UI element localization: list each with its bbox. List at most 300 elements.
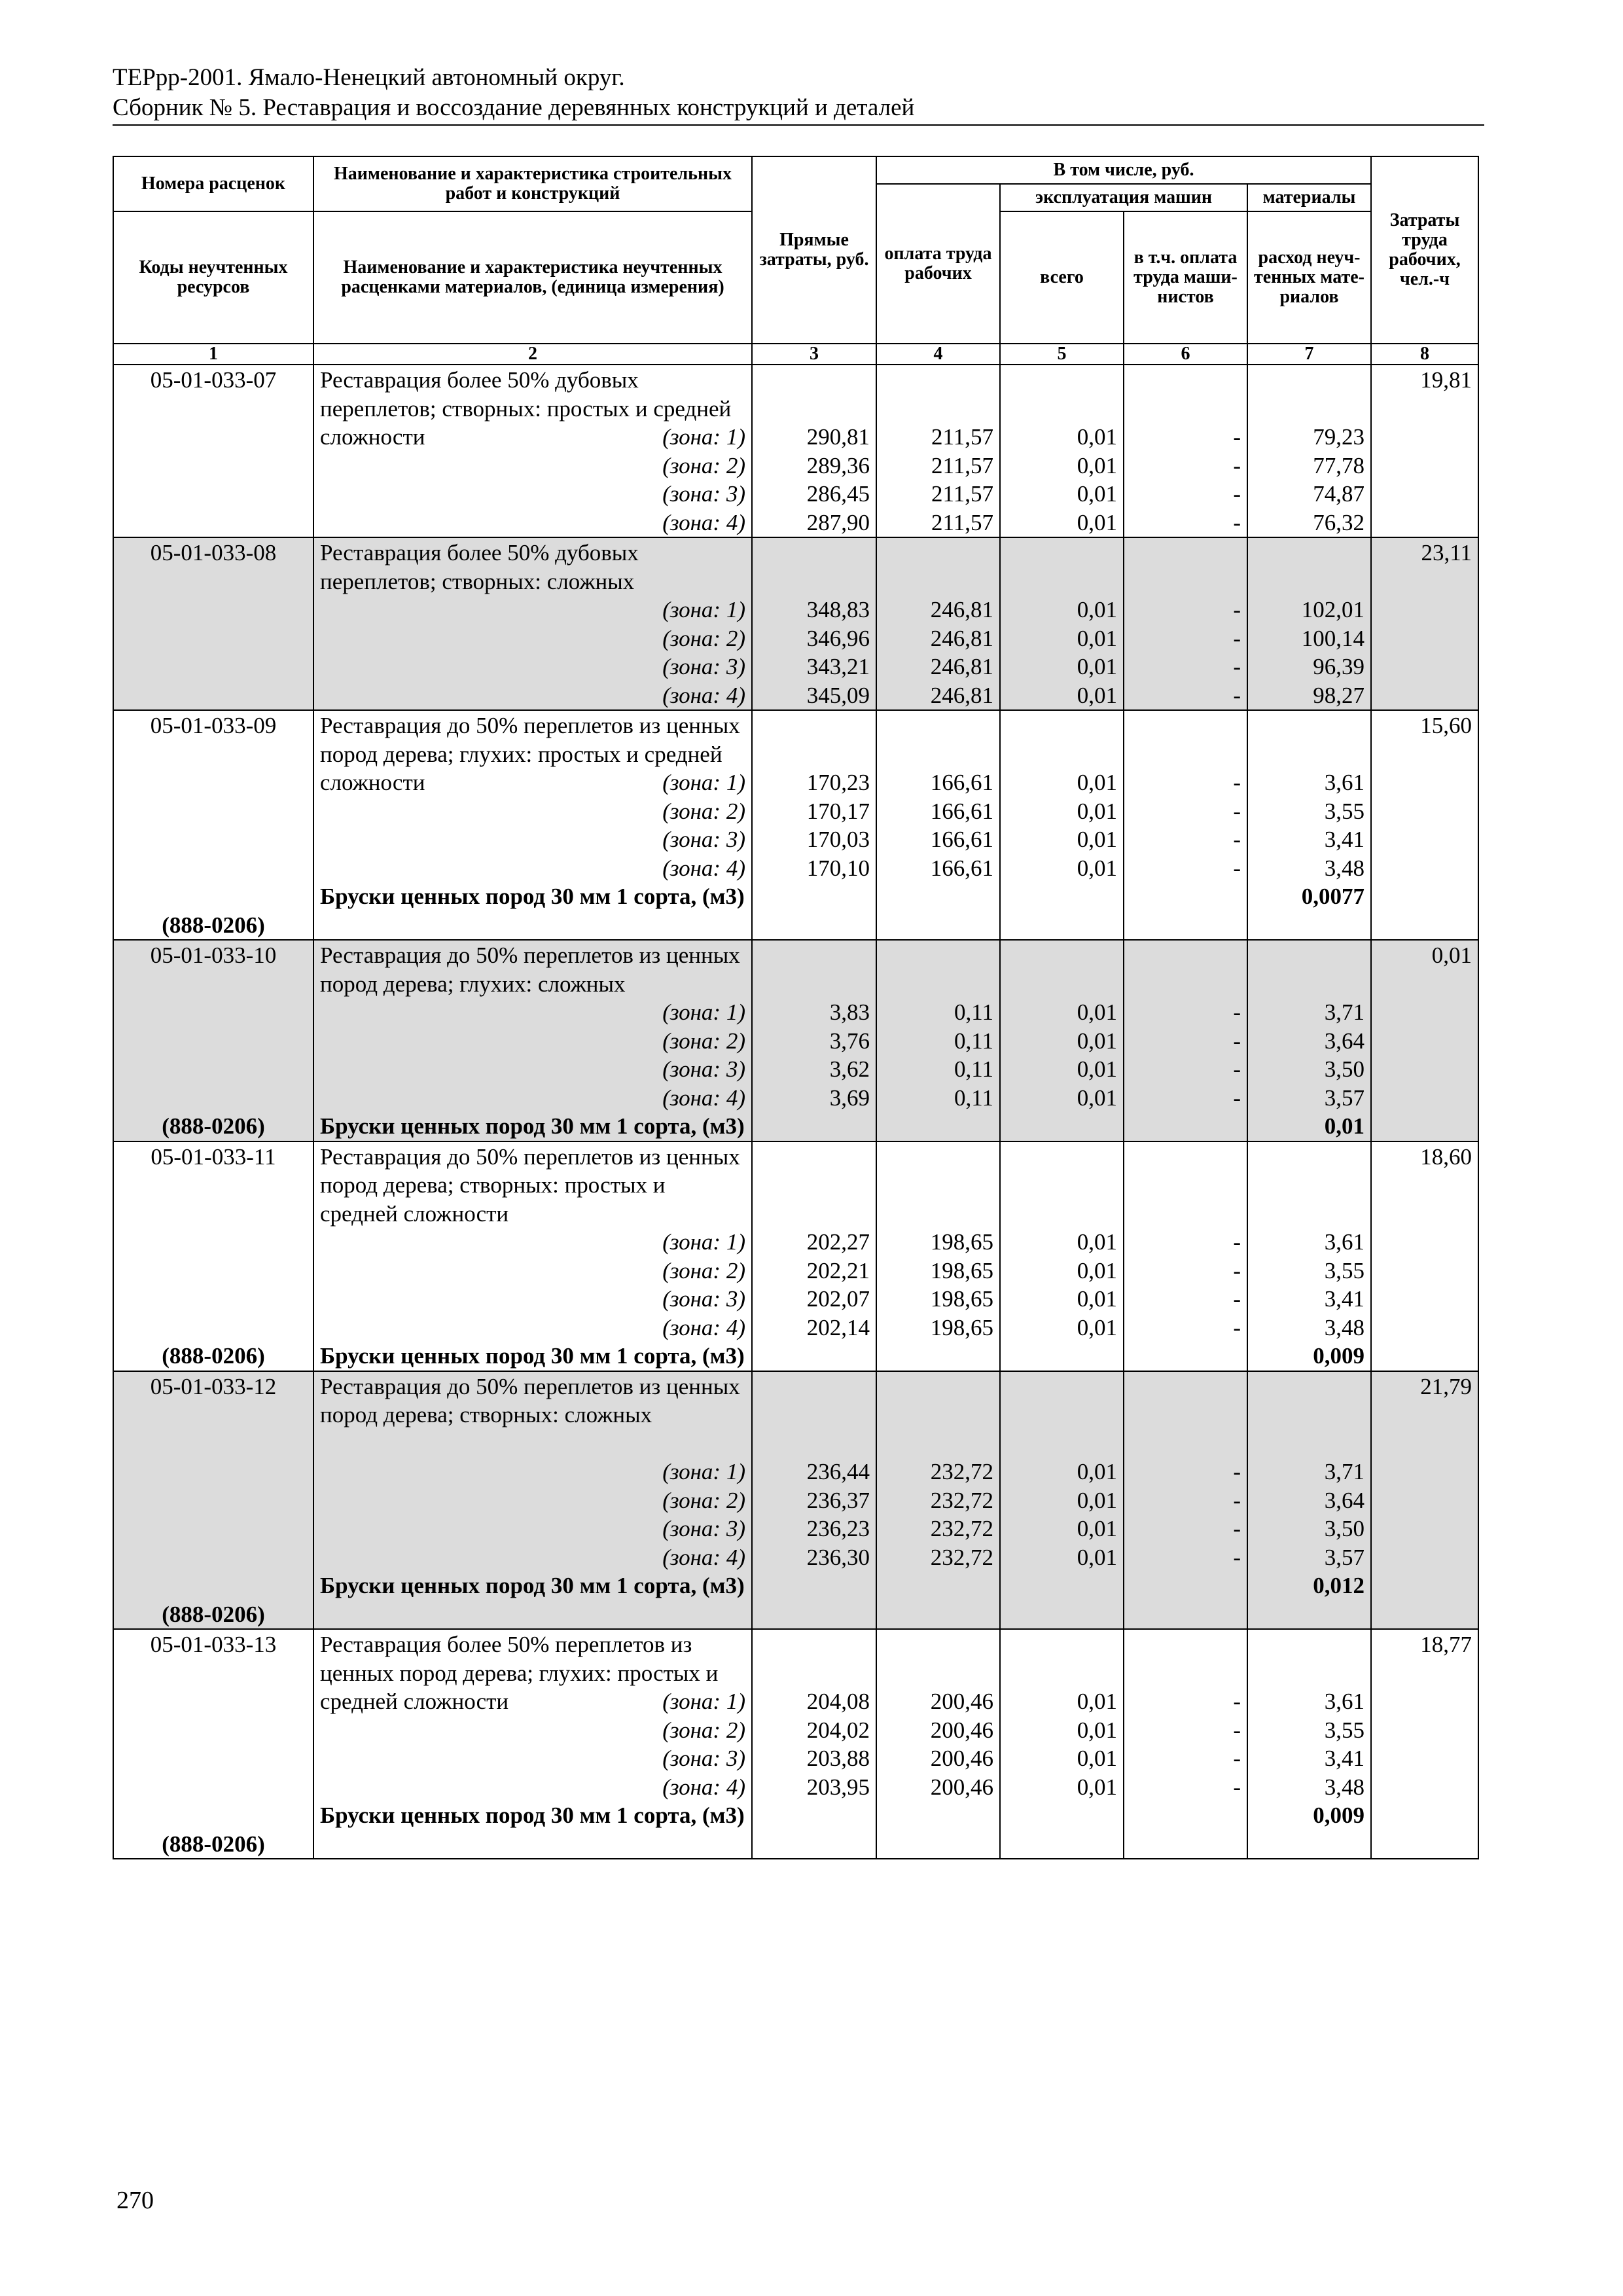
rate-description: Реставрация до 50% переплетов из ценных пород дерева; глухих: сложных: [320, 942, 740, 997]
zone-label: (зона: 1): [662, 597, 745, 622]
header-machines-total: всего: [1000, 211, 1124, 344]
machines-total: 0,01: [1077, 1689, 1117, 1714]
direct-cost: 3,69: [829, 1085, 870, 1111]
labor-cost-cell: [1371, 537, 1478, 710]
labor-cost-cell: [1371, 365, 1478, 537]
materials-cost: 3,55: [1324, 798, 1364, 824]
materials-cost: 3,61: [1324, 1229, 1364, 1255]
rate-entry: [113, 710, 1478, 940]
description-cell: [313, 1629, 752, 1859]
materials-cost: 3,57: [1324, 1085, 1364, 1111]
materials-cost: 79,23: [1313, 424, 1364, 450]
materials-cost: 3,48: [1324, 1774, 1364, 1800]
zone-label: (зона: 3): [662, 1056, 745, 1082]
worker-pay: 232,72: [930, 1516, 993, 1541]
materials-cost: 3,41: [1324, 827, 1364, 852]
direct-cost: 202,07: [806, 1286, 870, 1312]
materials-cell: [1247, 1141, 1371, 1371]
labor-cost-cell: [1371, 1371, 1478, 1630]
worker-pay-cell: [876, 1629, 1000, 1859]
table-row: [113, 537, 1478, 710]
machinist-pay: -: [1233, 1717, 1241, 1743]
zone-label: (зона: 4): [662, 855, 745, 881]
price-table: [113, 156, 1479, 1859]
resource-code: (888-0206): [162, 912, 265, 938]
table-row: [113, 940, 1478, 1141]
rate-entry: [113, 1141, 1478, 1371]
machinist-pay: -: [1233, 1516, 1241, 1541]
machines-total: 0,01: [1077, 827, 1117, 852]
zone-label: (зона: 2): [662, 1717, 745, 1743]
machines-total: 0,01: [1077, 798, 1117, 824]
direct-cost: 236,37: [806, 1487, 870, 1513]
direct-cost: 345,09: [806, 682, 870, 708]
description-cell: [313, 1371, 752, 1630]
zone-label: (зона: 4): [662, 1774, 745, 1800]
labor-cost-cell: [1371, 1629, 1478, 1859]
header-resource-codes: Коды неучтенных ресурсов: [113, 211, 313, 344]
materials-cost: 102,01: [1301, 597, 1364, 622]
zone-label: (зона: 3): [662, 1746, 745, 1771]
machines-total: 0,01: [1077, 1487, 1117, 1513]
materials-cost: 3,41: [1324, 1746, 1364, 1771]
worker-pay-cell: [876, 1371, 1000, 1630]
materials-cost: 74,87: [1313, 481, 1364, 507]
rate-description: Реставрация до 50% переплетов из ценных пород дерева; створных: сложных: [320, 1373, 740, 1427]
header-including: В том числе, руб.: [876, 156, 1371, 184]
worker-pay: 232,72: [930, 1459, 993, 1484]
zone-label: (зона: 2): [662, 625, 745, 651]
machines-total: 0,01: [1077, 509, 1117, 535]
zone-label: (зона: 1): [662, 424, 745, 450]
machines-total: 0,01: [1077, 424, 1117, 450]
rate-code: 05-01-033-07: [150, 367, 277, 393]
zone-label: (зона: 2): [662, 1028, 745, 1054]
worker-pay: 166,61: [930, 798, 993, 824]
direct-cost: 236,44: [806, 1459, 870, 1484]
direct-cost-cell: [752, 1629, 876, 1859]
resource-amount: 0,012: [1313, 1573, 1364, 1598]
zone-label: (зона: 1): [662, 1229, 745, 1255]
materials-cell: [1247, 940, 1371, 1141]
description-cell: [313, 537, 752, 710]
materials-cost: 3,61: [1324, 1689, 1364, 1714]
direct-cost: 346,96: [806, 625, 870, 651]
description-cell: [313, 940, 752, 1141]
direct-cost: 204,08: [806, 1689, 870, 1714]
direct-cost-cell: [752, 1371, 876, 1630]
zone-label: (зона: 4): [662, 682, 745, 708]
materials-cost: 3,71: [1324, 1459, 1364, 1484]
zone-label: (зона: 1): [662, 770, 745, 795]
materials-cell: [1247, 537, 1371, 710]
machinist-pay: -: [1233, 424, 1241, 450]
machines-total: 0,01: [1077, 1257, 1117, 1283]
materials-cost: 3,61: [1324, 770, 1364, 795]
machines-total: 0,01: [1077, 452, 1117, 478]
direct-cost: 287,90: [806, 509, 870, 535]
machines-total: 0,01: [1077, 1717, 1117, 1743]
machinist-pay: -: [1233, 770, 1241, 795]
page-number: 270: [116, 2187, 154, 2214]
direct-cost: 170,23: [806, 770, 870, 795]
direct-cost: 236,30: [806, 1544, 870, 1570]
description-cell: [313, 365, 752, 537]
machinist-pay: -: [1233, 1229, 1241, 1255]
resource-code: (888-0206): [162, 1343, 265, 1369]
header-divider: [113, 124, 1484, 126]
rate-entry: [113, 537, 1478, 710]
materials-cell: [1247, 1371, 1371, 1630]
worker-pay: 246,81: [930, 654, 993, 679]
labor-cost: 0,01: [1431, 942, 1472, 968]
machinist-pay: -: [1233, 1257, 1241, 1283]
table-row: [113, 1629, 1478, 1859]
machines-total-cell: [1000, 1371, 1124, 1630]
direct-cost: 3,76: [829, 1028, 870, 1054]
table-header: [113, 156, 1478, 365]
zone-label: (зона: 3): [662, 654, 745, 679]
machinist-pay: -: [1233, 1746, 1241, 1771]
column-number: 6: [1124, 344, 1247, 365]
worker-pay: 166,61: [930, 827, 993, 852]
header-machinist-pay: в т.ч. оплата труда маши-нистов: [1124, 211, 1247, 344]
rate-entry: [113, 940, 1478, 1141]
resource-amount: 0,009: [1313, 1803, 1364, 1828]
machinist-pay: -: [1233, 625, 1241, 651]
header-worker-pay: оплата труда рабочих: [876, 184, 1000, 344]
machines-total: 0,01: [1077, 1056, 1117, 1082]
rate-code-cell: [113, 940, 313, 1141]
worker-pay: 0,11: [954, 999, 993, 1025]
rate-description: Реставрация более 50% дубовых переплетов; створных: сложных: [320, 540, 639, 594]
machines-total: 0,01: [1077, 597, 1117, 622]
machines-total: 0,01: [1077, 1286, 1117, 1312]
materials-cost: 3,50: [1324, 1516, 1364, 1541]
machinist-pay-cell: [1124, 1629, 1247, 1859]
machines-total: 0,01: [1077, 682, 1117, 708]
machinist-pay: -: [1233, 1487, 1241, 1513]
machinist-pay: -: [1233, 827, 1241, 852]
machines-total: 0,01: [1077, 1229, 1117, 1255]
rate-code: 05-01-033-13: [150, 1632, 277, 1657]
worker-pay: 246,81: [930, 625, 993, 651]
direct-cost-cell: [752, 1141, 876, 1371]
machinist-pay: -: [1233, 855, 1241, 881]
zone-label: (зона: 4): [662, 1314, 745, 1340]
machines-total: 0,01: [1077, 1314, 1117, 1340]
column-number: 8: [1371, 344, 1478, 365]
resource-code: (888-0206): [162, 1113, 265, 1139]
materials-cost: 96,39: [1313, 654, 1364, 679]
direct-cost: 203,95: [806, 1774, 870, 1800]
table-row: [113, 710, 1478, 940]
column-number: 3: [752, 344, 876, 365]
column-number: 2: [313, 344, 752, 365]
direct-cost: 290,81: [806, 424, 870, 450]
machines-total: 0,01: [1077, 1774, 1117, 1800]
header-unaccounted-materials: расход неуч-тенных мате-риалов: [1247, 211, 1371, 344]
labor-cost-cell: [1371, 940, 1478, 1141]
labor-cost: 21,79: [1420, 1373, 1472, 1399]
collection-title: ТЕРрр-2001. Ямало-Ненецкий автономный округ.: [113, 64, 625, 91]
materials-cost: 76,32: [1313, 509, 1364, 535]
worker-pay: 198,65: [930, 1257, 993, 1283]
zone-label: (зона: 4): [662, 1544, 745, 1570]
materials-cost: 3,71: [1324, 999, 1364, 1025]
materials-cell: [1247, 365, 1371, 537]
machines-total-cell: [1000, 1141, 1124, 1371]
machinist-pay: -: [1233, 1286, 1241, 1312]
zone-label: (зона: 2): [662, 452, 745, 478]
materials-cost: 77,78: [1313, 452, 1364, 478]
materials-cost: 3,50: [1324, 1056, 1364, 1082]
zone-label: (зона: 2): [662, 1257, 745, 1283]
rate-code: 05-01-033-08: [150, 540, 277, 565]
zone-label: (зона: 3): [662, 1516, 745, 1541]
collection-subtitle: Сборник № 5. Реставрация и воссоздание деревянных конструкций и деталей: [113, 94, 915, 121]
direct-cost-cell: [752, 710, 876, 940]
direct-cost: 3,62: [829, 1056, 870, 1082]
materials-cost: 100,14: [1301, 625, 1364, 651]
worker-pay-cell: [876, 940, 1000, 1141]
zone-label: (зона: 4): [662, 509, 745, 535]
machinist-pay-cell: [1124, 1141, 1247, 1371]
rate-code-cell: [113, 365, 313, 537]
machines-total: 0,01: [1077, 625, 1117, 651]
resource-name: Бруски ценных пород 30 мм 1 сорта, (м3): [320, 1113, 745, 1139]
zone-label: (зона: 3): [662, 1286, 745, 1312]
machinist-pay: -: [1233, 1689, 1241, 1714]
labor-cost: 19,81: [1420, 367, 1472, 393]
worker-pay-cell: [876, 537, 1000, 710]
machines-total-cell: [1000, 1629, 1124, 1859]
machines-total-cell: [1000, 537, 1124, 710]
rate-description: Реставрация до 50% переплетов из ценных пород дерева; глухих: простых и средней сложности: [320, 713, 740, 795]
resource-name: Бруски ценных пород 30 мм 1 сорта, (м3): [320, 1573, 745, 1598]
labor-cost-cell: [1371, 1141, 1478, 1371]
resource-code: (888-0206): [162, 1601, 265, 1627]
worker-pay-cell: [876, 710, 1000, 940]
worker-pay-cell: [876, 365, 1000, 537]
machinist-pay: -: [1233, 1314, 1241, 1340]
direct-cost: 236,23: [806, 1516, 870, 1541]
rate-entry: [113, 365, 1478, 537]
worker-pay: 246,81: [930, 682, 993, 708]
machines-total: 0,01: [1077, 1544, 1117, 1570]
column-number: 4: [876, 344, 1000, 365]
direct-cost: 203,88: [806, 1746, 870, 1771]
worker-pay: 0,11: [954, 1028, 993, 1054]
materials-cost: 3,41: [1324, 1286, 1364, 1312]
machinist-pay-cell: [1124, 710, 1247, 940]
header-materials: материалы: [1247, 184, 1371, 211]
worker-pay: 198,65: [930, 1286, 993, 1312]
table-row: [113, 365, 1478, 537]
machinist-pay-cell: [1124, 537, 1247, 710]
worker-pay: 200,46: [930, 1689, 993, 1714]
rate-code: 05-01-033-10: [150, 942, 277, 968]
worker-pay: 200,46: [930, 1774, 993, 1800]
resource-name: Бруски ценных пород 30 мм 1 сорта, (м3): [320, 1803, 745, 1828]
table-row: [113, 1141, 1478, 1371]
machinist-pay: -: [1233, 1544, 1241, 1570]
rate-code: 05-01-033-12: [150, 1373, 277, 1399]
direct-cost-cell: [752, 940, 876, 1141]
direct-cost: 343,21: [806, 654, 870, 679]
description-cell: [313, 710, 752, 940]
machinist-pay-cell: [1124, 940, 1247, 1141]
column-number: 1: [113, 344, 313, 365]
page-header: [113, 63, 1484, 123]
zone-label: (зона: 2): [662, 798, 745, 824]
direct-cost: 202,27: [806, 1229, 870, 1255]
machines-total: 0,01: [1077, 1085, 1117, 1111]
machines-total: 0,01: [1077, 481, 1117, 507]
machinist-pay: -: [1233, 798, 1241, 824]
worker-pay: 211,57: [931, 509, 993, 535]
labor-cost: 23,11: [1421, 540, 1472, 565]
materials-cost: 3,55: [1324, 1717, 1364, 1743]
description-cell: [313, 1141, 752, 1371]
machinist-pay-cell: [1124, 365, 1247, 537]
machinist-pay: -: [1233, 1459, 1241, 1484]
direct-cost: 170,10: [806, 855, 870, 881]
labor-cost: 18,77: [1420, 1632, 1472, 1657]
resource-name: Бруски ценных пород 30 мм 1 сорта, (м3): [320, 884, 745, 909]
machines-total-cell: [1000, 710, 1124, 940]
rate-description: Реставрация более 50% дубовых переплетов; створных: простых и средней сложности: [320, 367, 732, 450]
machines-total: 0,01: [1077, 1459, 1117, 1484]
machinist-pay: -: [1233, 999, 1241, 1025]
worker-pay: 232,72: [930, 1487, 993, 1513]
header-rate-numbers: Номера расценок: [113, 156, 313, 211]
rate-code-cell: [113, 1371, 313, 1630]
direct-cost: 3,83: [829, 999, 870, 1025]
rate-entry: [113, 1371, 1478, 1630]
labor-cost: 15,60: [1420, 713, 1472, 738]
rate-description: Реставрация до 50% переплетов из ценных пород дерева; створных: простых и средней сложности: [320, 1143, 740, 1227]
direct-cost: 204,02: [806, 1717, 870, 1743]
machines-total: 0,01: [1077, 1516, 1117, 1541]
machinist-pay: -: [1233, 1056, 1241, 1082]
machines-total-cell: [1000, 940, 1124, 1141]
machinist-pay: -: [1233, 1774, 1241, 1800]
worker-pay: 166,61: [930, 770, 993, 795]
labor-cost: 18,60: [1420, 1143, 1472, 1170]
rate-code: 05-01-033-09: [150, 713, 277, 738]
header-work-name: Наименование и характеристика строительных работ и конструкций: [313, 156, 752, 211]
rate-entry: [113, 1629, 1478, 1859]
zone-label: (зона: 1): [662, 999, 745, 1025]
materials-cost: 3,55: [1324, 1257, 1364, 1283]
rate-code-cell: [113, 710, 313, 940]
direct-cost: 286,45: [806, 481, 870, 507]
zone-label: (зона: 3): [662, 827, 745, 852]
worker-pay: 246,81: [930, 597, 993, 622]
materials-cost: 3,64: [1324, 1028, 1364, 1054]
materials-cost: 3,64: [1324, 1487, 1364, 1513]
worker-pay: 0,11: [954, 1085, 993, 1111]
direct-cost: 289,36: [806, 452, 870, 478]
resource-name: Бруски ценных пород 30 мм 1 сорта, (м3): [320, 1343, 745, 1369]
materials-cost: 3,48: [1324, 855, 1364, 881]
header-machine-operation: эксплуатация машин: [1000, 184, 1247, 211]
column-numbers-row: [113, 344, 1478, 365]
machines-total: 0,01: [1077, 1028, 1117, 1054]
materials-cost: 3,48: [1324, 1314, 1364, 1340]
header-material-name: Наименование и характеристика неучтенных расценками материалов, (единица измерения): [313, 211, 752, 344]
worker-pay: 232,72: [930, 1544, 993, 1570]
machinist-pay: -: [1233, 481, 1241, 507]
machinist-pay-cell: [1124, 1371, 1247, 1630]
worker-pay: 200,46: [930, 1717, 993, 1743]
machinist-pay: -: [1233, 654, 1241, 679]
zone-label: (зона: 3): [662, 481, 745, 507]
zone-label: (зона: 1): [662, 1459, 745, 1484]
labor-cost-cell: [1371, 710, 1478, 940]
rate-code: 05-01-033-11: [151, 1143, 276, 1170]
direct-cost: 202,14: [806, 1314, 870, 1340]
materials-cell: [1247, 710, 1371, 940]
worker-pay: 166,61: [930, 855, 993, 881]
resource-amount: 0,009: [1313, 1343, 1364, 1369]
worker-pay: 0,11: [954, 1056, 993, 1082]
zone-label: (зона: 1): [662, 1689, 745, 1714]
column-number: 5: [1000, 344, 1124, 365]
worker-pay: 211,57: [931, 481, 993, 507]
rate-code-cell: [113, 1141, 313, 1371]
worker-pay: 198,65: [930, 1314, 993, 1340]
direct-cost: 202,21: [806, 1257, 870, 1283]
materials-cost: 3,57: [1324, 1544, 1364, 1570]
direct-cost-cell: [752, 365, 876, 537]
machines-total: 0,01: [1077, 770, 1117, 795]
machinist-pay: -: [1233, 682, 1241, 708]
resource-code: (888-0206): [162, 1831, 265, 1857]
zone-label: (зона: 2): [662, 1487, 745, 1513]
worker-pay: 211,57: [931, 452, 993, 478]
direct-cost: 348,83: [806, 597, 870, 622]
materials-cell: [1247, 1629, 1371, 1859]
rate-description: Реставрация более 50% переплетов из ценных пород дерева; глухих: простых и средней сложности: [320, 1632, 719, 1714]
column-number: 7: [1247, 344, 1371, 365]
materials-cost: 98,27: [1313, 682, 1364, 708]
machines-total: 0,01: [1077, 855, 1117, 881]
machinist-pay: -: [1233, 509, 1241, 535]
worker-pay: 211,57: [931, 424, 993, 450]
machines-total: 0,01: [1077, 654, 1117, 679]
header-labor-costs: Затраты труда рабочих, чел.-ч: [1371, 156, 1478, 344]
machines-total: 0,01: [1077, 1746, 1117, 1771]
machinist-pay: -: [1233, 597, 1241, 622]
resource-amount: 0,01: [1324, 1113, 1364, 1139]
table-row: [113, 1371, 1478, 1630]
machinist-pay: -: [1233, 1085, 1241, 1111]
machinist-pay: -: [1233, 1028, 1241, 1054]
worker-pay: 200,46: [930, 1746, 993, 1771]
rate-code-cell: [113, 537, 313, 710]
worker-pay: 198,65: [930, 1229, 993, 1255]
machines-total: 0,01: [1077, 999, 1117, 1025]
machines-total-cell: [1000, 365, 1124, 537]
header-direct-costs: Прямые затраты, руб.: [752, 156, 876, 344]
resource-amount: 0,0077: [1301, 884, 1364, 909]
direct-cost: 170,17: [806, 798, 870, 824]
machinist-pay: -: [1233, 452, 1241, 478]
direct-cost: 170,03: [806, 827, 870, 852]
zone-label: (зона: 4): [662, 1085, 745, 1111]
